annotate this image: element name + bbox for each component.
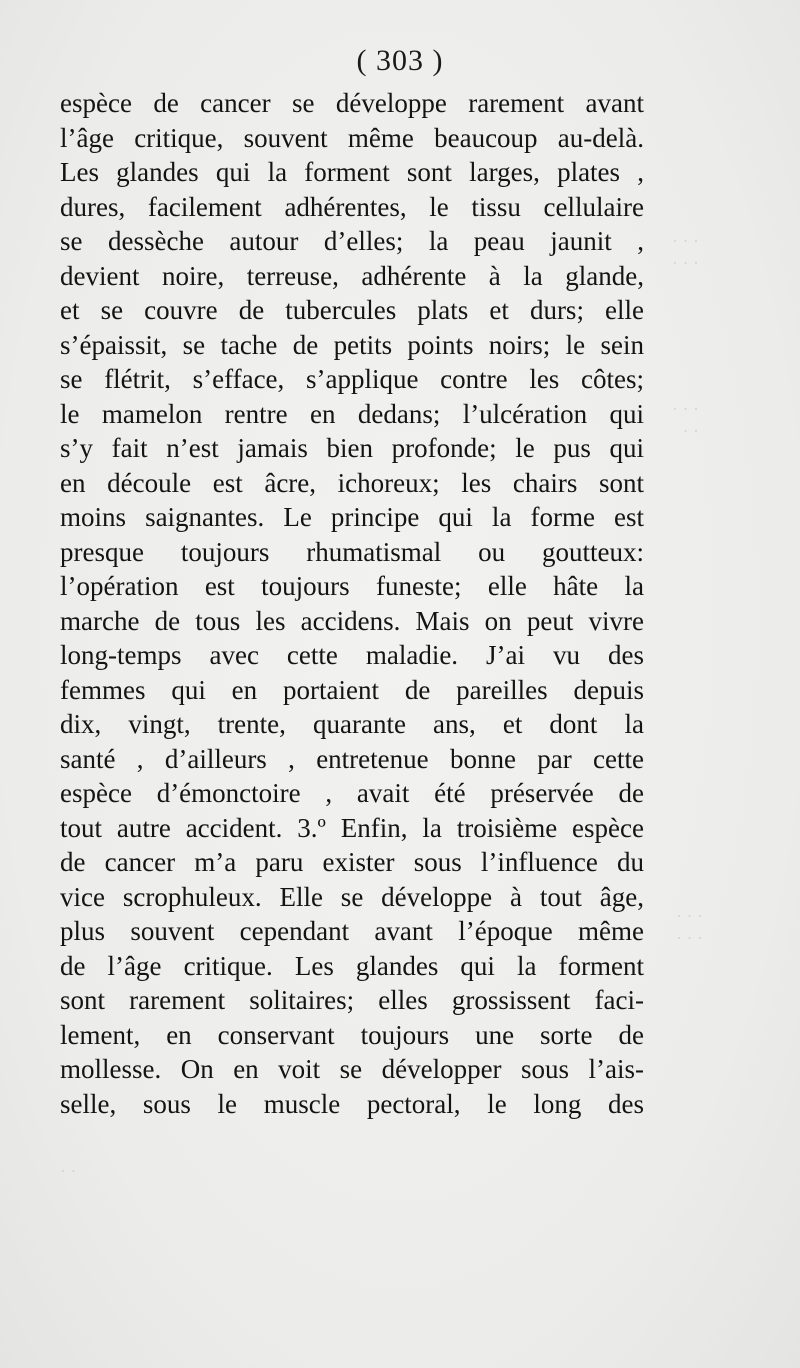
text-line: sont rarement solitaires; elles grossissent faci- bbox=[60, 985, 644, 1015]
text-line: espèce de cancer se développe rarement avant bbox=[60, 88, 644, 118]
text-line: se flétrit, s’efface, s’applique contre les côtes; bbox=[60, 364, 644, 394]
text-line: dures, facilement adhérentes, le tissu cellulaire bbox=[60, 191, 644, 222]
show-through-text: · · · · · · bbox=[672, 231, 699, 273]
text-line: selle, sous le muscle pectoral, le long des bbox=[60, 1088, 644, 1119]
text-line: s’épaissit, se tache de petits points noirs; le sein bbox=[60, 329, 644, 360]
text-line: de cancer m’a paru exister sous l’influence du bbox=[60, 847, 644, 877]
show-through-text: · · bbox=[60, 1161, 77, 1181]
text-line: et se couvre de tubercules plats et durs; elle bbox=[60, 295, 644, 325]
text-line: l’âge critique, souvent même beaucoup au-delà. bbox=[60, 122, 644, 153]
text-line: tout autre accident. 3.º Enfin, la troisième espèce bbox=[60, 812, 644, 843]
text-line: marche de tous les accidens. Mais on peut vivre bbox=[60, 605, 644, 636]
text-line: moins saignantes. Le principe qui la forme est bbox=[60, 502, 644, 532]
text-line: de l’âge critique. Les glandes qui la forment bbox=[60, 950, 644, 981]
page-number: ( 303 ) bbox=[356, 44, 444, 77]
text-line: l’opération est toujours funeste; elle hâte la bbox=[60, 571, 644, 601]
text-line: plus souvent cependant avant l’époque même bbox=[60, 916, 644, 946]
text-line: vice scrophuleux. Elle se développe à tout âge, bbox=[60, 881, 644, 912]
text-line: se dessèche autour d’elles; la peau jaunit , bbox=[60, 226, 644, 256]
text-line: le mamelon rentre en dedans; l’ulcération qui bbox=[60, 398, 644, 429]
body-text bbox=[60, 86, 644, 1121]
text-line: s’y fait n’est jamais bien profonde; le pus qui bbox=[60, 433, 644, 463]
text-line: mollesse. On en voit se développer sous l’ais- bbox=[60, 1054, 644, 1084]
text-line: long-temps avec cette maladie. J’ai vu des bbox=[60, 640, 644, 670]
text-line: espèce d’émonctoire , avait été préservée de bbox=[60, 778, 644, 808]
text-line: en découle est âcre, ichoreux; les chairs sont bbox=[60, 467, 644, 498]
text-line: femmes qui en portaient de pareilles depuis bbox=[60, 674, 644, 705]
text-line: santé , d’ailleurs , entretenue bonne par cette bbox=[60, 743, 644, 774]
text-line: Les glandes qui la forment sont larges, plates , bbox=[60, 157, 644, 187]
show-through-text: · · · · · · bbox=[676, 906, 703, 948]
text-line: devient noire, terreuse, adhérente à la glande, bbox=[60, 260, 644, 291]
show-through-text: · · · · · bbox=[672, 399, 699, 441]
text-line: dix, vingt, trente, quarante ans, et dont la bbox=[60, 709, 644, 739]
text-line: presque toujours rhumatismal ou goutteux: bbox=[60, 536, 644, 567]
text-line: lement, en conservant toujours une sorte de bbox=[60, 1019, 644, 1050]
